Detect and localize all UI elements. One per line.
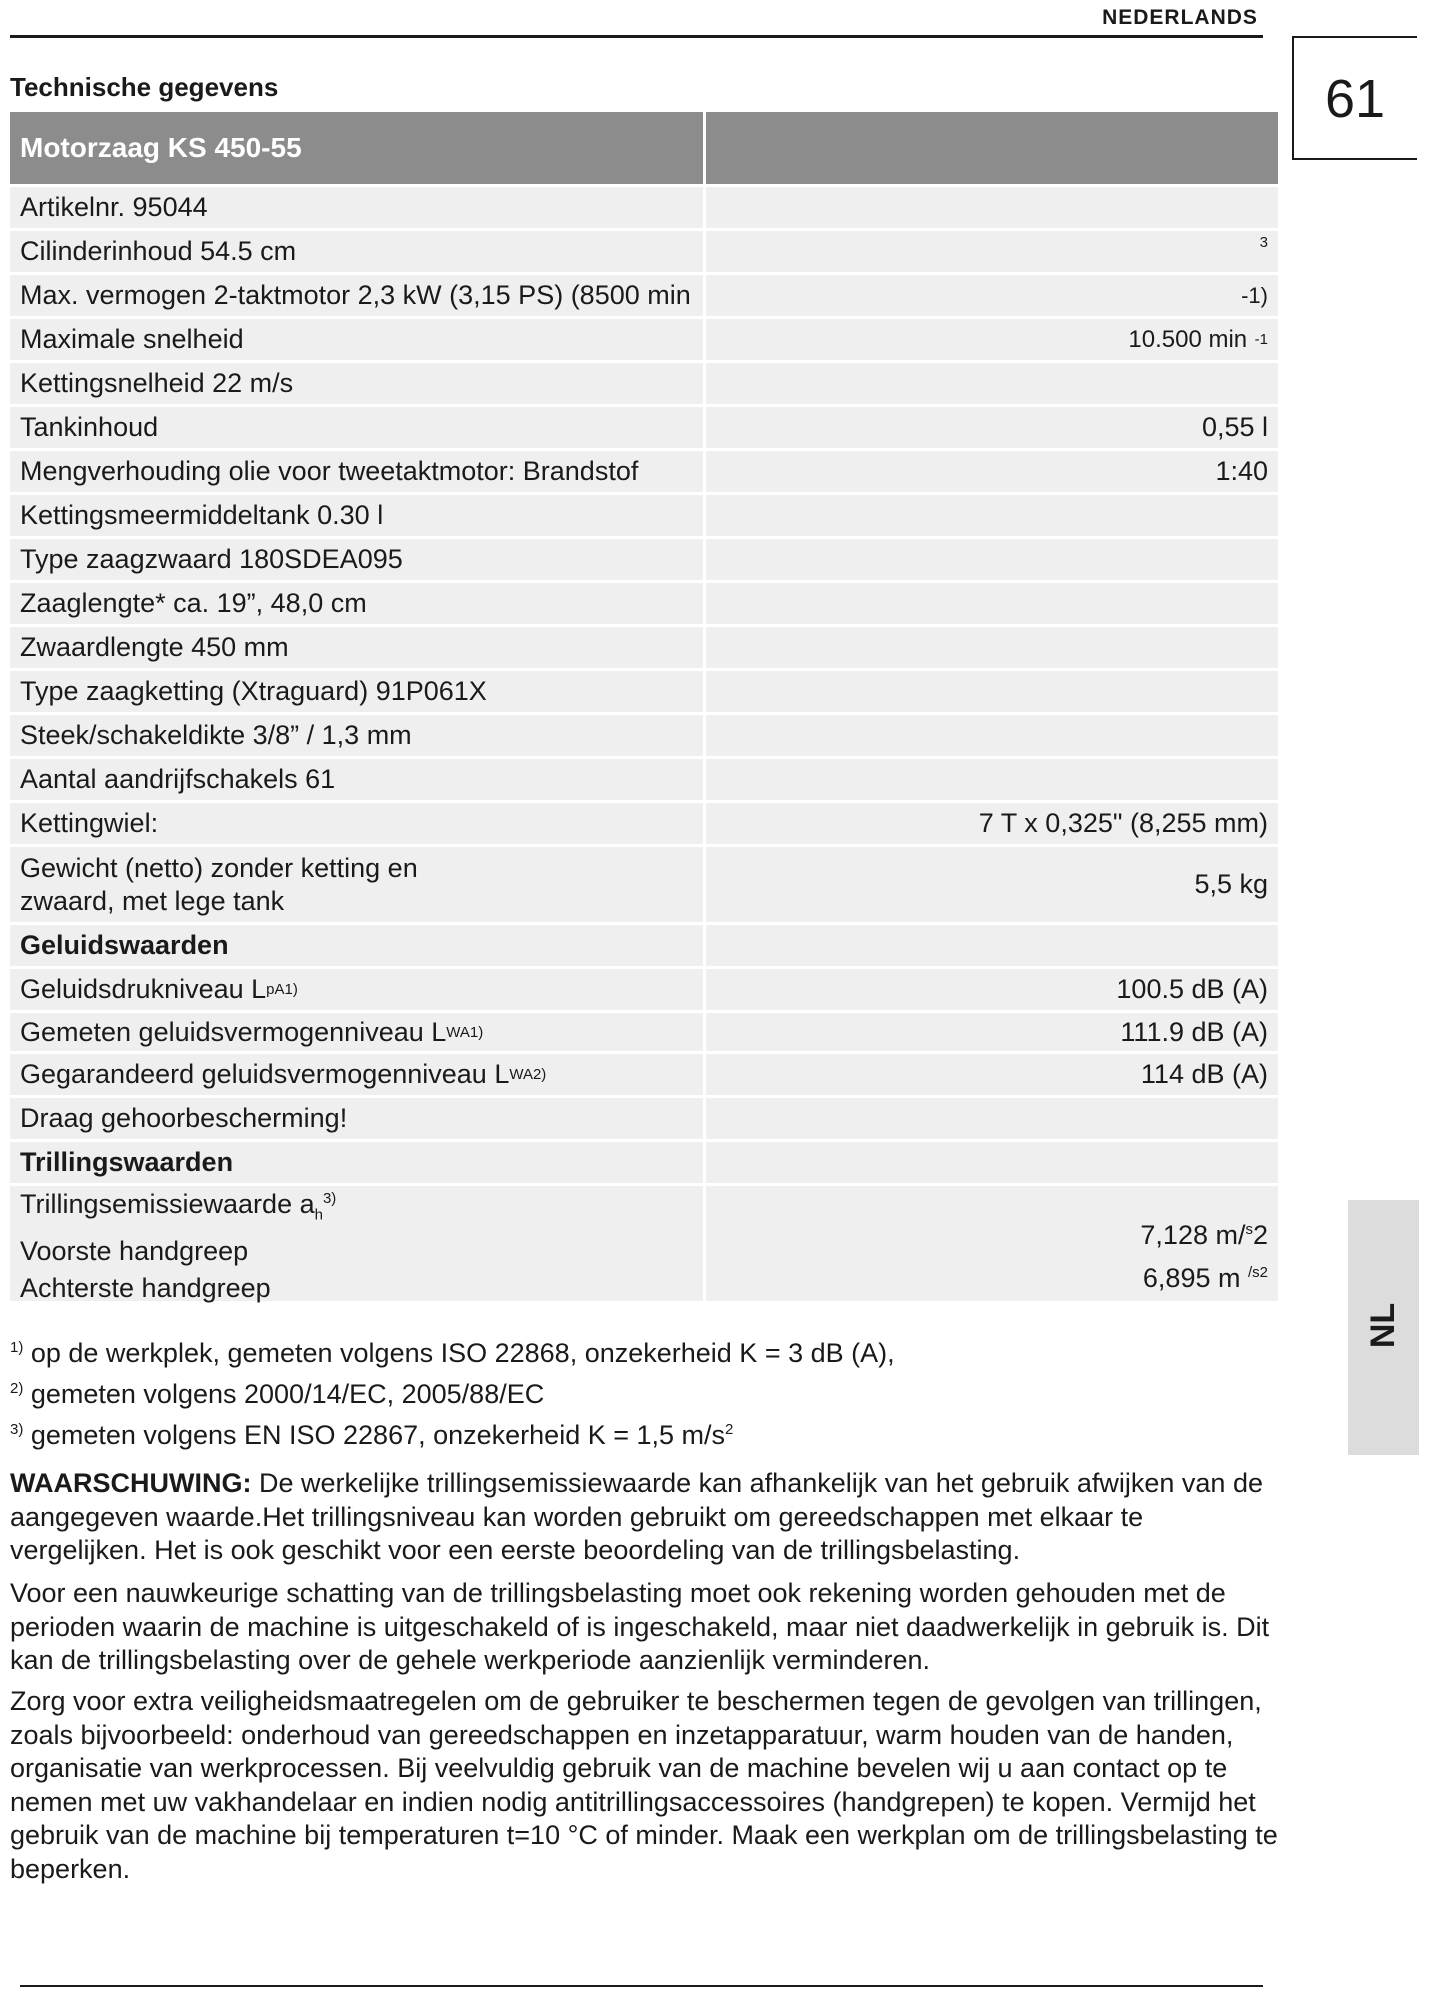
row-label: Zwaardlengte 450 mm	[10, 627, 703, 668]
front-handle-label: Voorste handgreep	[20, 1236, 249, 1267]
row-label: Mengverhouding olie voor tweetaktmotor: Brandstof	[10, 451, 703, 492]
row-label: Type zaagzwaard 180SDEA095	[10, 539, 703, 580]
row-value: 0,55 l	[706, 407, 1278, 448]
row-value: -1)	[706, 275, 1278, 316]
table-row	[10, 671, 1278, 712]
row-value: 100.5 dB (A)	[706, 969, 1278, 1010]
table-row	[10, 231, 1278, 272]
top-rule	[10, 35, 1263, 38]
table-row	[10, 627, 1278, 668]
row-value: 114 dB (A)	[706, 1054, 1278, 1095]
row-label: Type zaagketting (Xtraguard) 91P061X	[10, 671, 703, 712]
footnote: $^{3)}$ gemeten volgens EN ISO 22867, onzekerheid K = 1,5 $m/s^2$	[10, 1420, 734, 1450]
row-label: Zaaglengte* ca. 19”, 48,0 cm	[10, 583, 703, 624]
row-value: 111.9 dB (A)	[706, 1013, 1278, 1051]
sound-heading: Geluidswaarden	[10, 925, 703, 966]
table-row	[10, 319, 1278, 360]
row-label: Kettingsmeermiddeltank 0.30 l	[10, 495, 703, 536]
table-row	[10, 715, 1278, 756]
language-tab-label: NL	[1364, 1302, 1403, 1348]
row-value	[706, 715, 1278, 756]
footnotes	[10, 1330, 895, 1453]
vibration-row	[10, 1186, 1278, 1304]
hearing-protection: Draag gehoorbescherming!	[10, 1098, 703, 1139]
table-row	[10, 495, 1278, 536]
row-label: Geluidsdrukniveau L pA 1)	[10, 969, 703, 1010]
row-value	[706, 187, 1278, 228]
page-number: 61	[1324, 69, 1386, 129]
vibration-values	[706, 1186, 1278, 1301]
row-value	[706, 495, 1278, 536]
vibration-labels	[10, 1186, 703, 1304]
row-label: Maximale snelheid	[10, 319, 703, 360]
table-row	[10, 539, 1278, 580]
row-value	[706, 759, 1278, 800]
row-label: Tankinhoud	[10, 407, 703, 448]
table-row	[10, 759, 1278, 800]
paragraph-3: Zorg voor extra veiligheidsmaatregelen om de gebruiker te beschermen tegen de gevolgen van trillingen, zoals bijvoorbeeld: onderhoud van gereedschappen en inzetapparatuur, warm houden van de handen, organisatie van werkprocessen. Bij veelvuldig gebruik van de machine bevelen wij u aan contact op te nemen met uw vakhandelaar en indien nodig antitrillingsaccessoires (handgrepen) te kopen. Vermijd het gebruik van de machine bij temperaturen t=10 °C of minder. Maak een werkplan om de trillingsbelasting te beperken.	[10, 1686, 1278, 1884]
front-handle-value: 7,128 m/$^s$2	[1140, 1220, 1268, 1250]
row-value: 10.500 min -1	[706, 319, 1278, 360]
row-label: Steek/schakeldikte 3/8” / 1,3 mm	[10, 715, 703, 756]
row-value: 5,5 kg	[706, 847, 1278, 922]
section-title: Technische gegevens	[10, 72, 279, 102]
table-row	[10, 407, 1278, 448]
table-title-row	[10, 112, 1278, 184]
table-row	[10, 1013, 1278, 1051]
row-label: Gegarandeerd geluidsvermogenniveau L WA 2)	[10, 1054, 703, 1095]
table-row	[10, 451, 1278, 492]
row-label: Gewicht (netto) zonder ketting en zwaard, met lege tank	[10, 847, 703, 922]
table-row	[10, 969, 1278, 1010]
bottom-rule	[20, 1985, 1263, 1987]
table-row	[10, 847, 1278, 922]
rear-handle-value: 6,895 m $^{/s2}$	[1142, 1263, 1268, 1293]
row-value	[706, 583, 1278, 624]
table-row	[10, 363, 1278, 404]
vibration-label: Trillingsemissiewaarde $a_h^{3)}$	[20, 1188, 337, 1224]
row-value	[706, 627, 1278, 668]
row-label: Max. vermogen 2-taktmotor 2,3 kW (3,15 PS) (8500 min	[10, 275, 703, 316]
vibration-heading-row	[10, 1142, 1278, 1183]
row-value: 3	[706, 231, 1278, 272]
table-row	[10, 187, 1278, 228]
warning-paragraph: WAARSCHUWING: De werkelijke trillingsemissiewaarde kan afhankelijk van het gebruik afwijken van de aangegeven waarde.Het trillingsniveau kan worden gebruikt om gereedschappen met elkaar te vergelijken. Het is ook geschikt voor een eerste beoordeling van de trillingsbelasting.	[10, 1468, 1263, 1565]
vibration-heading: Trillingswaarden	[10, 1142, 703, 1183]
spec-table	[10, 112, 1278, 1304]
row-label: Kettingwiel:	[10, 803, 703, 844]
row-label: Kettingsnelheid 22 m/s	[10, 363, 703, 404]
row-value: 7 T x 0,325" (8,255 mm)	[706, 803, 1278, 844]
table-row	[10, 583, 1278, 624]
row-label: Aantal aandrijfschakels 61	[10, 759, 703, 800]
footnote: $^{1)}$ op de werkplek, gemeten volgens ISO 22868, onzekerheid K = 3 dB (A),	[10, 1338, 895, 1368]
row-label: Gemeten geluidsvermogenniveau L WA 1)	[10, 1013, 703, 1051]
row-value	[706, 363, 1278, 404]
table-row	[10, 1098, 1278, 1139]
table-row	[10, 275, 1278, 316]
table-title: Motorzaag KS 450-55	[10, 112, 703, 184]
rear-handle-label: Achterste handgreep	[20, 1273, 271, 1304]
row-label: Artikelnr. 95044	[10, 187, 703, 228]
row-value: 1:40	[706, 451, 1278, 492]
page-number-box-top	[1292, 36, 1417, 38]
row-value	[706, 539, 1278, 580]
table-row	[10, 803, 1278, 844]
sound-heading-row	[10, 925, 1278, 966]
footnote: $^{2)}$ gemeten volgens 2000/14/EC, 2005/88/EC	[10, 1379, 545, 1409]
language-header: NEDERLANDS	[1102, 6, 1258, 29]
paragraph-2: Voor een nauwkeurige schatting van de trillingsbelasting moet ook rekening worden gehouden met de perioden waarin de machine is uitgeschakeld of is ingeschakeld, maar niet daadwerkelijk in gebruik is. Dit kan de trillingsbelasting over de gehele werkperiode aanzienlijk verminderen.	[10, 1578, 1270, 1675]
row-value	[706, 671, 1278, 712]
table-row	[10, 1054, 1278, 1095]
row-label: Cilinderinhoud 54.5 cm	[10, 231, 703, 272]
